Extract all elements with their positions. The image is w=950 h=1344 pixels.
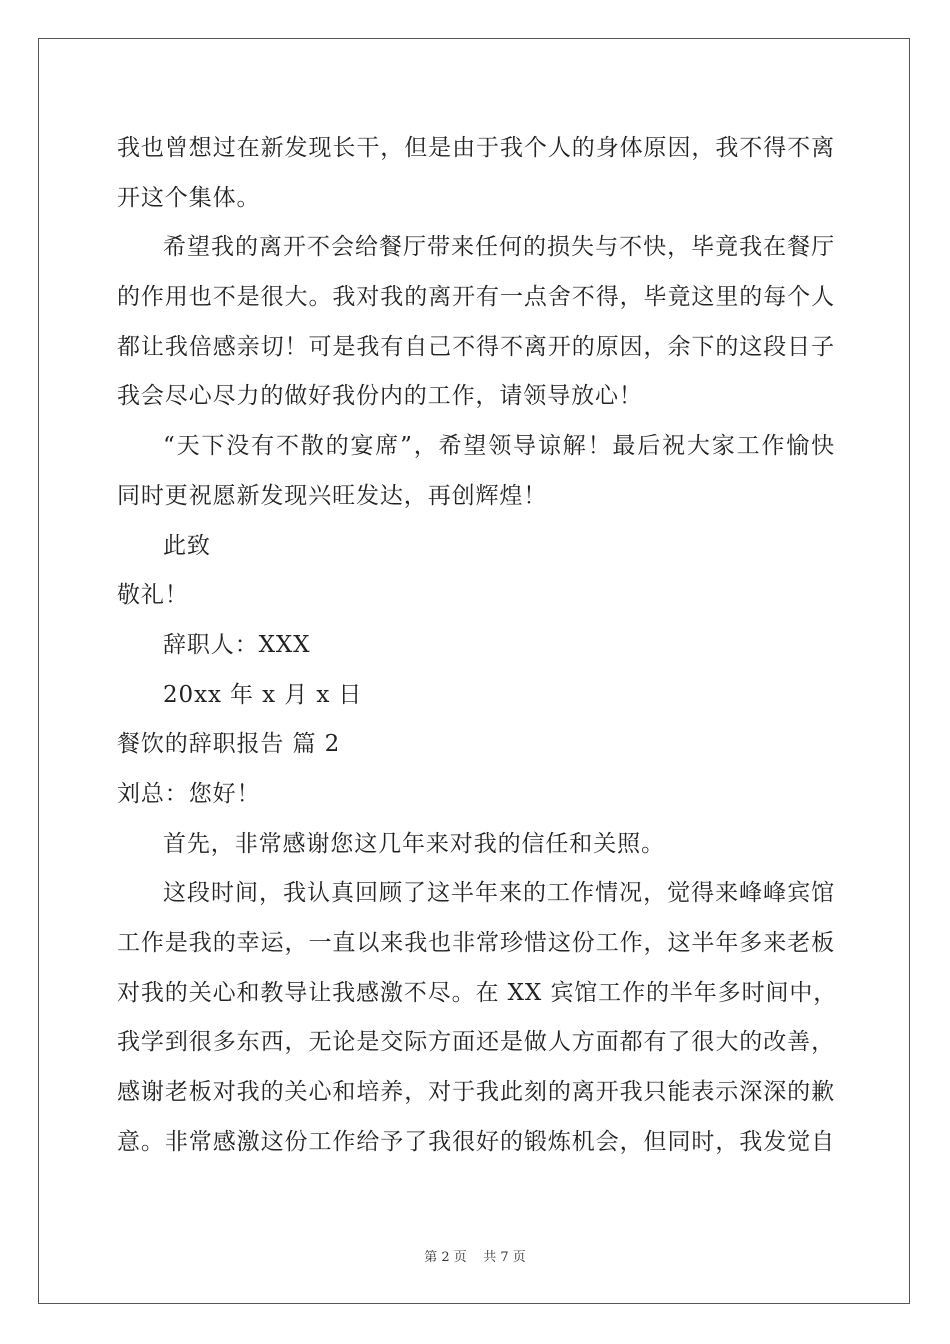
text-line: 刘总：您好！ (117, 780, 261, 807)
page-footer: 第 2 页 共 7 页 (424, 1250, 526, 1265)
text-line: 我会尽心尽力的做好我份内的工作，请领导放心！ (117, 383, 643, 410)
text-line: 同时更祝愿新发现兴旺发达，再创辉煌！ (117, 482, 548, 509)
text-line: 我也曾想过在新发现长干，但是由于我个人的身体原因，我不得不离 (117, 135, 835, 161)
text-line: 开这个集体。 (117, 184, 261, 211)
text-line: 敬礼！ (117, 582, 189, 609)
text-line: 的作用也不是很大。我对我的离开有一点舍不得，毕竟这里的每个人 (117, 284, 835, 311)
text-line: 意。非常感激这份工作给予了我很好的锻炼机会，但同时，我发觉自 (117, 1128, 835, 1155)
text-line: 首先，非常感谢您这几年来对我的信任和关照。 (163, 830, 665, 857)
text-line: 餐饮的辞职报告 篇 2 (117, 731, 341, 758)
text-line: 此致 (163, 532, 211, 559)
text-line: 对我的关心和教导让我感激不尽。在 XX 宾馆工作的半年多时间中， (117, 979, 838, 1006)
text-line: 都让我倍感亲切！可是我有自己不得不离开的原因，余下的这段日子 (117, 333, 835, 360)
text-line: 20xx 年 x 月 x 日 (163, 681, 363, 708)
text-line: 工作是我的幸运，一直以来我也非常珍惜这份工作，这半年多来老板 (117, 930, 835, 956)
text-line: 我学到很多东西，无论是交际方面还是做人方面都有了很大的改善， (117, 1029, 835, 1056)
text-line: 辞职人：XXX (163, 631, 311, 658)
text-line: “天下没有不散的宴席”，希望领导谅解！最后祝大家工作愉快 (163, 433, 835, 460)
document-body (117, 124, 838, 1167)
text-line: 希望我的离开不会给餐厅带来任何的损失与不快，毕竟我在餐厅 (163, 234, 835, 261)
text-line: 这段时间，我认真回顾了这半年来的工作情况，觉得来峰峰宾馆 (163, 880, 835, 907)
text-line: 感谢老板对我的关心和培养，对于我此刻的离开我只能表示深深的歉 (117, 1079, 835, 1106)
